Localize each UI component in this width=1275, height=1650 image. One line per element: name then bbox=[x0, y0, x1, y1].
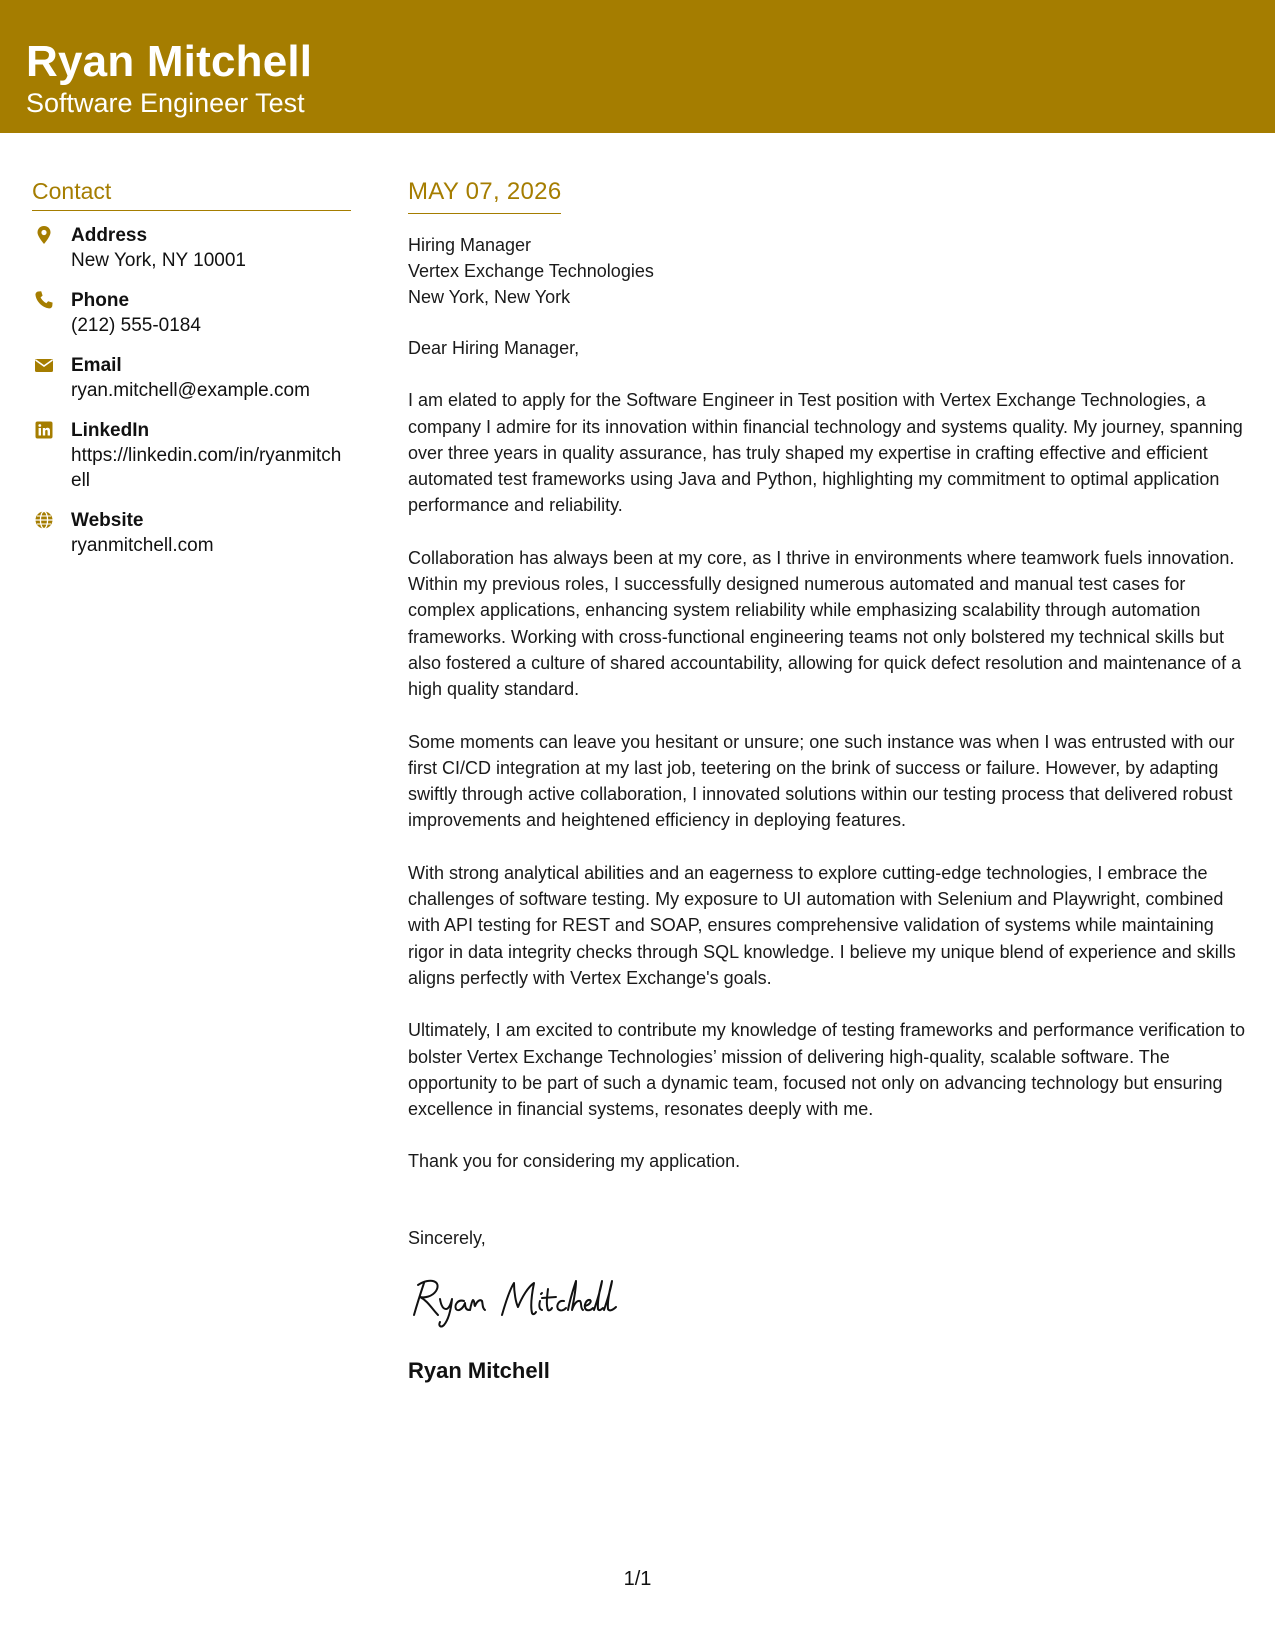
candidate-title: Software Engineer Test bbox=[26, 88, 305, 118]
contact-value: New York, NY 10001 bbox=[71, 250, 246, 271]
contact-sidebar bbox=[32, 176, 351, 573]
letter-paragraph: Collaboration has always been at my core, as I thrive in environments where teamwork fuels innovation. Within my previous roles, I successfully designed numerous automated and manual test cases for complex applications, enhancing system reliability while emphasizing scalability through automation frameworks. Working with cross-functional engineering teams not only bolstered my technical skills but also fostered a culture of shared accountability, allowing for quick defect resolution and maintenance of a high quality standard. bbox=[408, 547, 1242, 700]
letter-paragraph: Some moments can leave you hesitant or unsure; one such instance was when I was entrusted with our first CI/CD integration at my last job, teetering on the brink of success or failure. However, by adapting swiftly through active collaboration, I innovated solutions within our testing process that delivered robust improvements and heightened efficiency in deploying features. bbox=[408, 731, 1235, 831]
contact-item-website bbox=[32, 508, 351, 558]
contact-item-email bbox=[32, 353, 351, 403]
contact-item-address bbox=[32, 223, 351, 273]
contact-list bbox=[32, 223, 351, 558]
contact-label: Address bbox=[71, 225, 148, 246]
contact-heading: Contact bbox=[32, 176, 351, 211]
email-link[interactable]: ryan.mitchell@example.com bbox=[71, 380, 310, 401]
header-banner bbox=[0, 0, 1275, 133]
contact-item-phone bbox=[32, 288, 351, 338]
recipient-line: Vertex Exchange Technologies bbox=[408, 261, 654, 281]
map-pin-icon bbox=[34, 225, 54, 245]
date-block bbox=[408, 176, 561, 214]
contact-label: LinkedIn bbox=[71, 420, 150, 441]
website-link[interactable]: ryanmitchell.com bbox=[71, 535, 214, 556]
contact-label: Email bbox=[71, 355, 122, 376]
letter-paragraph: I am elated to apply for the Software Engineer in Test position with Vertex Exchange Technologies, a company I admire for its innovation within financial technology and systems quality. My journey, spanning over three years in quality assurance, has truly shaped my expertise in crafting effective and efficient automated test frameworks using Java and Python, highlighting my commitment to optimal application performance and reliability. bbox=[408, 390, 1243, 516]
page-number: 1/1 bbox=[623, 1568, 652, 1590]
linkedin-link[interactable]: https://linkedin.com/in/ryanmitchell bbox=[71, 445, 342, 491]
contact-item-linkedin bbox=[32, 418, 351, 493]
letter-paragraph: With strong analytical abilities and an eagerness to explore cutting-edge technologies, I embrace the challenges of software testing. My exposure to UI automation with Selenium and Playwright, combined with API testing for REST and SOAP, ensures comprehensive validation of systems while maintaining rigor in data integrity checks through SQL knowledge. I believe my unique blend of experience and skills aligns perfectly with Vertex Exchange's goals. bbox=[408, 862, 1236, 988]
contact-label: Website bbox=[71, 510, 144, 531]
recipient-line: New York, New York bbox=[408, 287, 571, 307]
signed-name: Ryan Mitchell bbox=[408, 1358, 550, 1384]
letter-paragraph: Thank you for considering my application. bbox=[408, 1151, 741, 1172]
globe-icon bbox=[34, 510, 54, 530]
recipient-block bbox=[408, 232, 1248, 310]
salutation: Dear Hiring Manager, bbox=[408, 338, 580, 358]
linkedin-icon bbox=[34, 420, 54, 440]
recipient-line: Hiring Manager bbox=[408, 235, 532, 255]
phone-icon bbox=[34, 290, 54, 310]
contact-value: (212) 555-0184 bbox=[71, 315, 201, 336]
envelope-icon bbox=[34, 355, 54, 375]
letter-paragraph: Ultimately, I am excited to contribute my knowledge of testing frameworks and performance verification to bolster Vertex Exchange Technologies’ mission of delivering high-quality, scalable software. The opportunity to be part of such a dynamic team, focused not only on advancing technology but ensuring excellence in financial systems, resonates deeply with me. bbox=[408, 1020, 1246, 1120]
letter-date: MAY 07, 2026 bbox=[408, 178, 562, 205]
handwritten-signature bbox=[408, 1271, 648, 1331]
candidate-name: Ryan Mitchell bbox=[26, 37, 313, 86]
closing: Sincerely, bbox=[408, 1227, 486, 1248]
letter-body bbox=[408, 176, 1248, 1386]
contact-label: Phone bbox=[71, 290, 130, 311]
